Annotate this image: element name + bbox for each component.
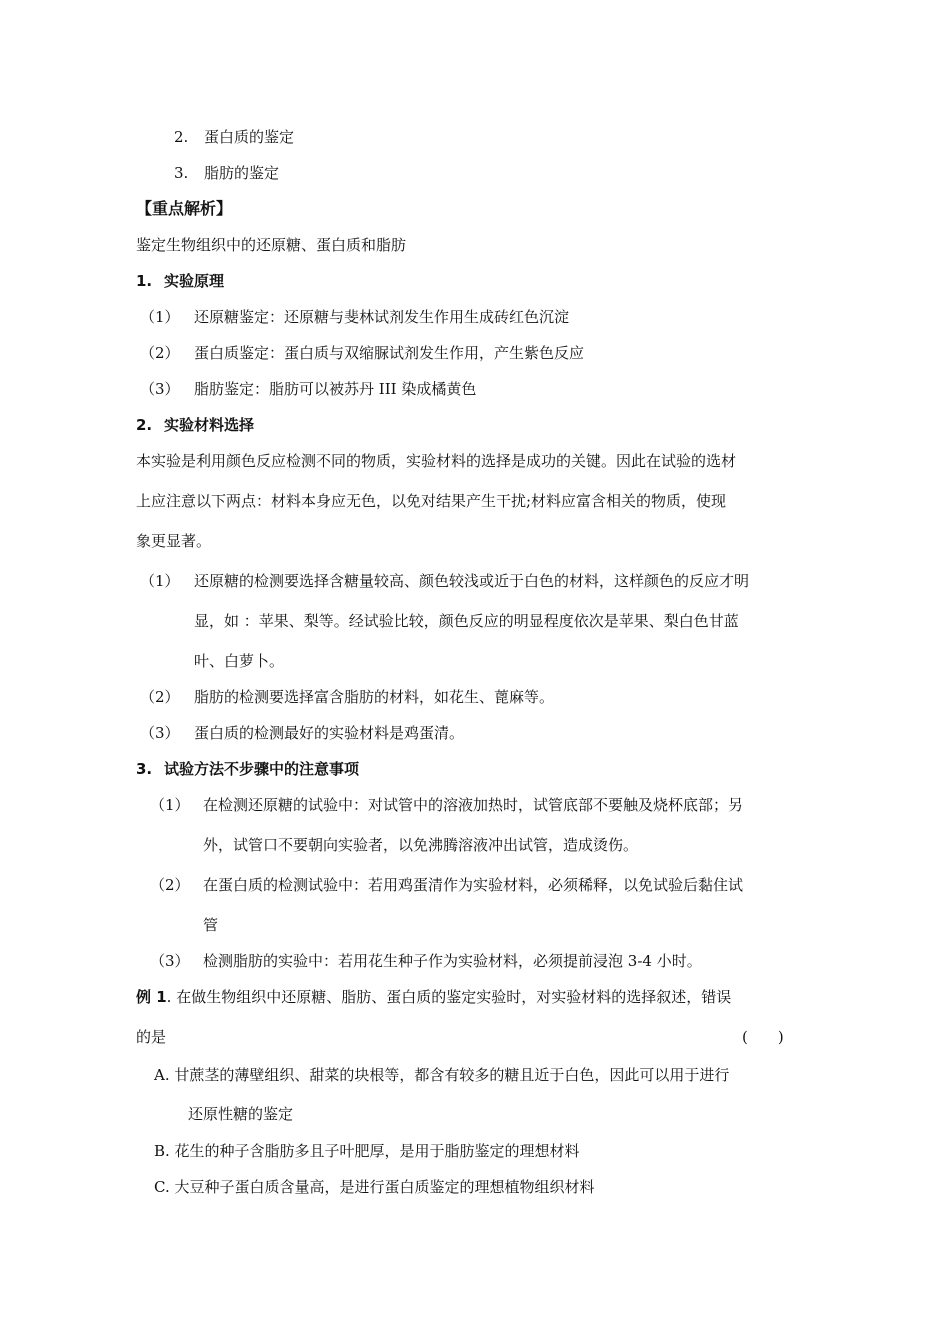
item-number: （3） [140, 380, 180, 398]
item-number: （3） [150, 952, 190, 970]
section-heading: 【重点解析】 [136, 199, 233, 218]
outline-item-3 [174, 163, 279, 183]
part2-paragraph-line: 本实验是利用颜色反应检测不同的物质，实验材料的选择是成功的关键。因此在试验的选材 [136, 452, 737, 470]
part1-heading [136, 271, 224, 291]
part3-item-2-line: 管 [203, 916, 219, 934]
item-text: 蛋白质的检测最好的实验材料是鸡蛋清。 [194, 724, 465, 742]
answer-bracket: ( ) [742, 1028, 784, 1046]
item-text: 蛋白质鉴定：蛋白质与双缩脲试剂发生作用，产生紫色反应 [194, 344, 585, 362]
item-text: 脂肪鉴定：脂肪可以被苏丹 III 染成橘黄色 [194, 380, 477, 398]
part3-item-1-number: （1） [150, 796, 190, 814]
part-number: 3. [136, 760, 153, 778]
part-title: 试验方法不步骤中的注意事项 [164, 760, 360, 778]
item-number: （3） [140, 724, 180, 742]
part3-item-3 [150, 951, 702, 971]
item-text: 检测脂肪的实验中：若用花生种子作为实验材料，必须提前浸泡 3-4 小时。 [203, 952, 702, 970]
part2-item-1-number: （1） [140, 572, 180, 590]
part2-item-3 [140, 723, 464, 743]
example-question-line [136, 987, 731, 1007]
outline-item-2 [174, 127, 294, 147]
item-text: 脂肪的检测要选择富含脂肪的材料，如花生、蓖麻等。 [194, 688, 555, 706]
part2-item-1-line: 还原糖的检测要选择含糖量较高、颜色较浅或近于白色的材料，这样颜色的反应才明 [194, 572, 750, 590]
part3-item-2-line: 在蛋白质的检测试验中：若用鸡蛋清作为实验材料，必须稀释，以免试验后黏住试 [203, 876, 744, 894]
part3-heading [136, 759, 359, 779]
part2-paragraph-line: 上应注意以下两点：材料本身应无色，以免对结果产生干扰;材料应富含相关的物质，使现 [136, 492, 727, 510]
part3-item-1-line: 在检测还原糖的试验中：对试管中的溶液加热时，试管底部不要触及烧杯底部；另 [203, 796, 744, 814]
outline-number: 3. [174, 164, 189, 182]
outline-number: 2. [174, 128, 189, 146]
outline-text: 蛋白质的鉴定 [204, 128, 295, 146]
item-number: （2） [140, 344, 180, 362]
option-b: B. 花生的种子含脂肪多且子叶肥厚，是用于脂肪鉴定的理想材料 [154, 1142, 580, 1160]
part-number: 1. [136, 272, 153, 290]
part-title: 实验原理 [164, 272, 225, 290]
item-number: （1） [140, 308, 180, 326]
part2-item-2 [140, 687, 554, 707]
part2-heading [136, 415, 254, 435]
part3-item-2-number: （2） [150, 876, 190, 894]
part1-item-3 [140, 379, 476, 399]
part-number: 2. [136, 416, 153, 434]
part2-item-1-line: 叶、白萝卜。 [194, 652, 285, 670]
part3-item-1-line: 外，试管口不要朝向实验者，以免沸腾溶液冲出试管，造成烫伤。 [203, 836, 639, 854]
outline-text: 脂肪的鉴定 [204, 164, 280, 182]
part2-item-1-line: 显，如 ：苹果、梨等。经试验比较，颜色反应的明显程度依次是苹果、梨白色甘蓝 [194, 612, 739, 630]
example-label: 例 1 [136, 988, 167, 1006]
part1-item-1 [140, 307, 569, 327]
part1-item-2 [140, 343, 584, 363]
example-text: . 在做生物组织中还原糖、脂肪、蛋白质的鉴定实验时，对实验材料的选择叙述，错误 [166, 988, 732, 1006]
intro-text: 鉴定生物组织中的还原糖、蛋白质和脂肪 [136, 236, 407, 254]
item-number: （2） [140, 688, 180, 706]
option-a-line: A. 甘蔗茎的薄壁组织、甜菜的块根等，都含有较多的糖且近于白色，因此可以用于进行 [154, 1066, 730, 1084]
item-text: 还原糖鉴定：还原糖与斐林试剂发生作用生成砖红色沉淀 [194, 308, 570, 326]
part2-paragraph-line: 象更显著。 [136, 532, 212, 550]
option-c: C. 大豆种子蛋白质含量高，是进行蛋白质鉴定的理想植物组织材料 [154, 1178, 595, 1196]
option-a-line: 还原性糖的鉴定 [188, 1105, 294, 1123]
part-title: 实验材料选择 [164, 416, 255, 434]
example-question-line-2: 的是 [136, 1028, 167, 1046]
